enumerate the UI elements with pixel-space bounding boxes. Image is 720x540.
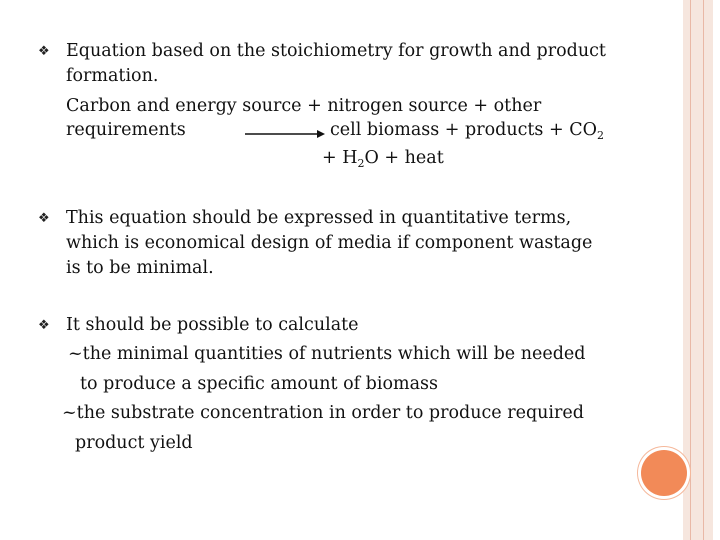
bullet-icon: ❖ — [38, 211, 50, 226]
bullet1-line5: + $H_2O$ + heat — [322, 148, 444, 170]
right-border-line — [703, 0, 704, 540]
reaction-arrow-icon — [245, 128, 325, 140]
bullet3-line4: ~the substrate concentration in order to produce required — [62, 403, 584, 423]
bullet1-line1: Equation based on the stoichiometry for growth and product — [66, 41, 606, 61]
decorative-circle — [641, 450, 687, 496]
right-border-band — [683, 0, 713, 540]
bullet-icon: ❖ — [38, 318, 50, 333]
bullet3-line1: It should be possible to calculate — [66, 315, 359, 335]
bullet3-line5: product yield — [75, 433, 193, 453]
bullet3-line2: ~the minimal quantities of nutrients which will be needed — [68, 344, 586, 364]
right-border-line — [690, 0, 691, 540]
bullet3-line3: to produce a specific amount of biomass — [80, 374, 438, 394]
bullet-icon: ❖ — [38, 44, 50, 59]
bullet1-line3: Carbon and energy source + nitrogen source + other — [66, 96, 542, 116]
bullet1-line4-left: requirements — [66, 120, 186, 140]
bullet1-line4-right: cell biomass + products + $CO_2$ — [330, 120, 604, 142]
bullet1-line2: formation. — [66, 66, 159, 86]
bullet2-line3: is to be minimal. — [66, 258, 214, 278]
bullet2-line1: This equation should be expressed in quantitative terms, — [66, 208, 572, 228]
bullet2-line2: which is economical design of media if component wastage — [66, 233, 593, 253]
